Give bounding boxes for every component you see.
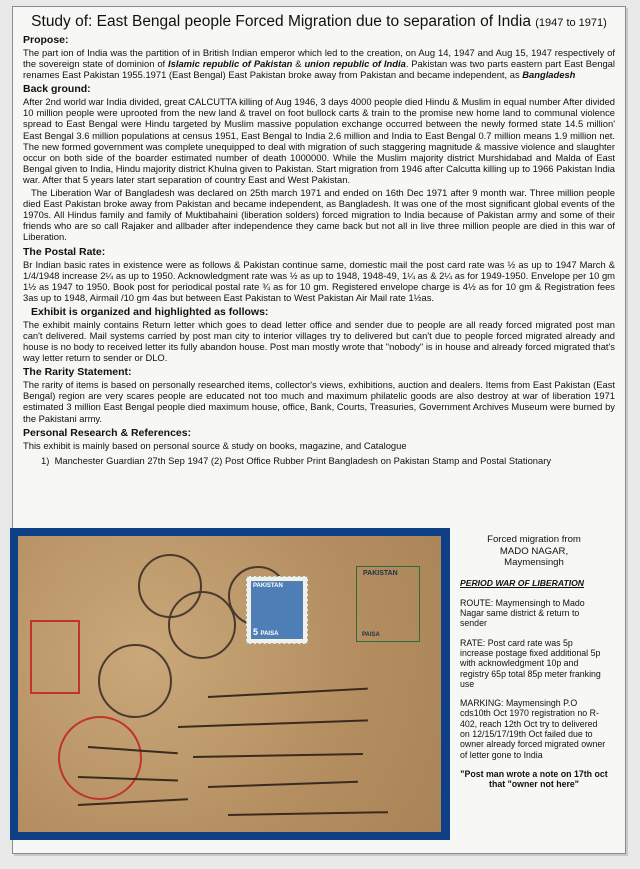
exhibit-description (460, 534, 608, 790)
handwriting-line (178, 719, 368, 727)
postal-rate-heading: The Postal Rate: (23, 245, 106, 258)
background-text-1: After 2nd world war India divided, great CALCUTTA killing of Aug 1946, 3 days 4000 people died Hindu & Muslim in equal number After divided 10 million people were uprooted from the new land & travel on foot bullock carts & train to the promise new home land to communal violence spread to East Bengal were Hindu targeted by Muslim massive population exchange occurred between the newly formed state 14.5 million' East Bengal 3.6 million populations at census 1951, East Bengal to India 2.6 million and India to East Bengal 0.7 million means 1.9 million net. The new formed government was complete unequipped to deal with migration of such staggering magnitude & massive violence and slaughter occur on both side of the boarder estimated number of death 1000000. While the Muslim majority district Murshidabad and Malda of East Bengal given to India, Hindu majority district Khulna given to Pakistan. Start migration from 1946 after Calcutta killing up to 1966 Pakistan India war. After that 5 years later start separation of country East and West Pakistan. (23, 96, 615, 185)
migration-district: Maymensingh (504, 557, 564, 569)
reference-item: 1) Manchester Guardian 27th Sep 1947 (2) Post Office Rubber Print Bangladesh on Pakistan Stamp and Postal Stationary (41, 454, 552, 466)
printed-stationery-stamp: PAKISTAN PAISA (356, 566, 420, 642)
research-heading: Personal Research & References: (23, 426, 192, 439)
postmark-circle (168, 591, 236, 659)
migration-place: MADO NAGAR, (499, 545, 569, 557)
background-heading: Back ground: (23, 83, 91, 96)
background-text-2: The Liberation War of Bangladesh was declared on 25th march 1971 and ended on 16th Dec 1971 after 9 month war. Three million people died East Pakistan broke away from Pakistan and became independent, as Bangladesh. It was one of the most significant global events of the 1970s. All Hindus family and family of Muktibahaini (liberation solders) forced migration to India because of Pakistan army and some of their friends who are so call Rajaker and allbader after independence they came back but not all in live three million people are died in this war of Liberation. (23, 187, 615, 243)
handwriting-line (193, 753, 363, 758)
handwriting-line (228, 811, 388, 815)
exhibit-text: The exhibit mainly contains Return letter which goes to dead letter office and sender due to people are all ready forced migrated post man can't delivered. Mail systems carried by post man city to interior villages try to delivered but can't due to people forced migrated already and house is no body to received letter its fully abandon house. Post man mostly wrote that "nobody" is in house and already forced migrated that's way letter return to sender or DLO. (23, 318, 615, 364)
route-text: ROUTE: Maymensingh to Mado Nagar same district & return to sender (460, 597, 585, 629)
postcard-frame (10, 528, 450, 840)
research-text: This exhibit is mainly based on personal source & study on books, magazine, and Catalogue (23, 439, 407, 451)
marking-text: MARKING: Maymensingh P.O cds10th Oct 1970 registration no R-402, reach 12th Oct try to delivered on 12/15/17/19th Oct failed due to owner already forced migrated owner of letter gone to India (460, 698, 606, 760)
meter-franking-mark (30, 620, 80, 694)
handwriting-line (208, 688, 368, 698)
blue-postage-stamp: PAKISTAN 5 PAISA (246, 576, 308, 644)
period-label: PERIOD WAR OF LIBERATION (460, 577, 584, 588)
propose-text: The part ion of India was the partition of in British Indian emperor which led to the creation, on Aug 14, 1947 and Aug 15, 1947 respectively of the sovereign state of dominion of Islamic republic of Pakistan & union republic of India. Pakistan was two parts eastern part East Bengal renames East Pakistan 1955.1971 (East Bengal) East Pakistan broke away from Pakistan and became independent, as Bangladesh (23, 47, 615, 81)
title-years: (1947 to 1971) (535, 17, 607, 29)
title-main: Study of: East Bengal people Forced Migration due to separation of India (31, 13, 531, 30)
rarity-text: The rarity of items is based on personally researched items, collector's views, exhibitions, auction and dealers. Items from East Pakistan (East Bengal) region are very scares people are educated not too much and maximum philatelic goods are also destroy at war of liberation 1971 estimated 3 million East Bengal people died maximum house, office, Bank, Courts, Treasuries, Government Archives Museum were burned by the Pakistani army. (23, 379, 615, 424)
postal-rate-text: Br Indian basic rates in existence were as follows & Pakistan continue same, domestic mail the post card rate was ½ as up to 1947 March & 1/4/1948 increase 2¼ as up to 1950. Acknowledgment rate was ½ as up to 1948, 1948-49, 1¼ as & 2¼ as for 1949-1950. Envelope per 10 gm 1½ as 1947 to 1950. Book post for periodical postal rate ¾ as for 10 gm. Registered envelope charge is 4½ as for 10 gm & Registration fees 3as up to 1948, Airmail /10 gm 4as but between East Pakistan to West Pakistan Air Mail rate 1½as. (23, 258, 615, 303)
exhibit-heading: Exhibit is organized and highlighted as follows: (31, 305, 269, 318)
migration-title: Forced migration from (487, 534, 581, 545)
page-title (23, 13, 615, 31)
postcard-image (18, 536, 441, 832)
rate-text: RATE: Post card rate was 5p increase postage fixed additional 5p with acknowledgment 10p and registry 65p total 85p meter franking use (460, 637, 601, 689)
handwriting-line (208, 781, 358, 788)
red-postmark-circle (58, 716, 142, 800)
postman-quote: "Post man wrote a note on 17th oct that "owner not here" (460, 768, 608, 790)
postmark-circle (98, 644, 172, 718)
propose-heading: Propose: (23, 34, 69, 46)
rarity-heading: The Rarity Statement: (23, 366, 132, 379)
